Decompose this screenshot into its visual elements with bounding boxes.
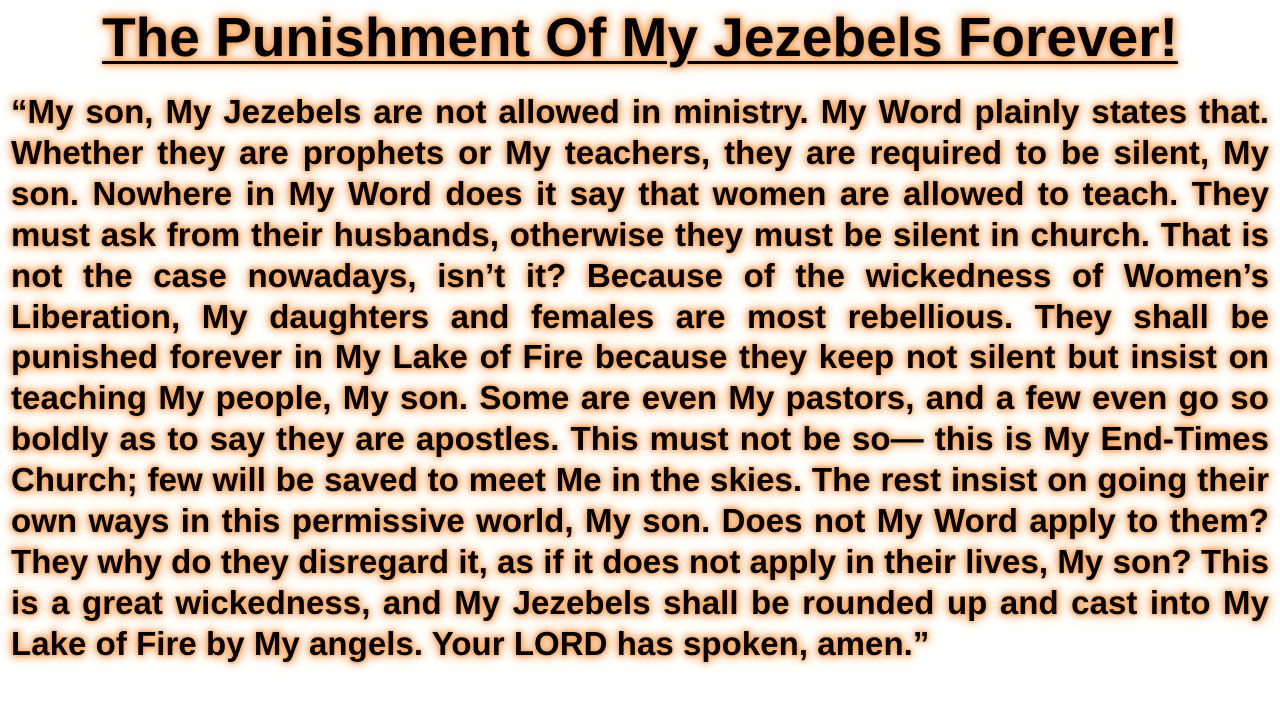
slide-title: The Punishment Of My Jezebels Forever!	[102, 6, 1178, 68]
slide-body-text: “My son, My Jezebels are not allowed in ministry. My Word plainly states that. Whether they are prophets or My teachers, they are required to be silent, My son. Nowhere in My Word does it say that women are allowed to teach. They must ask from their husbands, otherwise they must be silent in church. That is not the case nowadays, isn’t it? Because of the wickedness of Women’s Liberation, My daughters and females are most rebellious. They shall be punished forever in My Lake of Fire because they keep not silent but insist on teaching My people, My son. Some are even My pastors, and a few even go so boldly as to say they are apostles. This must not be so— this is My End-Times Church; few will be saved to meet Me in the skies. The rest insist on going their own ways in this permissive world, My son. Does not My Word apply to them? They why do they disregard it, as if it does not apply in their lives, My son? This is a great wickedness, and My Jezebels shall be rounded up and cast into My Lake of Fire by My angels. Your LORD has spoken, amen.”	[11, 93, 1269, 662]
